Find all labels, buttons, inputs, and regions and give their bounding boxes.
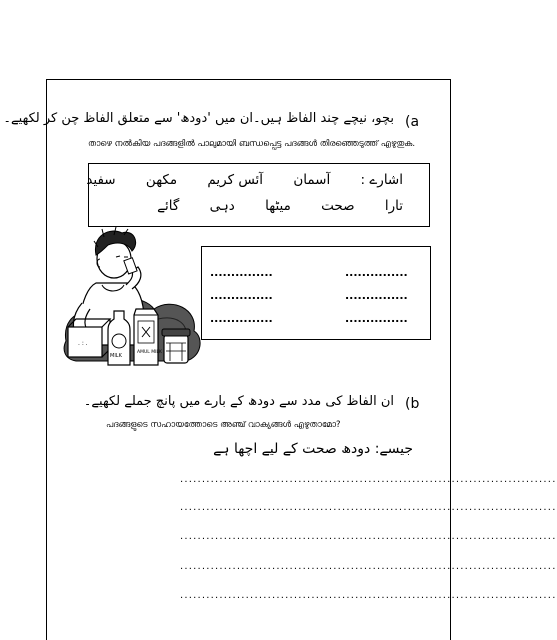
answer-blank[interactable]: ...............: [345, 266, 408, 279]
question-b-label: (b: [405, 396, 420, 412]
svg-text:. : .: . : .: [78, 340, 88, 347]
word-hint-box: [88, 163, 430, 227]
bottle-label: MILK: [110, 353, 122, 359]
word-item: تارا: [384, 198, 403, 214]
word-item: صحت: [321, 198, 355, 214]
writing-line[interactable]: ......................................................................................: [180, 474, 557, 485]
writing-line[interactable]: ......................................................................................: [180, 502, 557, 513]
example-sentence: جیسے: دودھ صحت کے لیے اچھا ہے: [213, 441, 413, 457]
word-item: سفید: [86, 172, 116, 188]
word-row-2: [157, 198, 403, 214]
question-b-title: ان الفاظ کی مدد سے دودھ کے بارے میں پانچ جملے لکھیے۔: [83, 394, 394, 409]
carton-label: AMUL MILK: [137, 350, 162, 355]
word-item: میٹھا: [265, 198, 291, 214]
writing-line[interactable]: ......................................................................................: [180, 590, 557, 601]
word-item: آسمان: [293, 172, 331, 188]
answer-blank[interactable]: ...............: [345, 289, 408, 302]
hint-label: اشارے :: [360, 172, 403, 188]
question-b-subtitle: പദങ്ങളുടെ സഹായത്തോടെ അഞ്ച് വാക്യങ്ങൾ എഴുതാമോ?: [106, 420, 341, 430]
question-a-subtitle: താഴെ നൽകിയ പദങ്ങളിൽ പാലുമായി ബന്ധപ്പെട്ട പദങ്ങൾ തിരഞ്ഞെടുത്ത് എഴുതുക.: [88, 139, 416, 149]
writing-line[interactable]: ......................................................................................: [180, 531, 557, 542]
word-row-1: [86, 172, 403, 188]
writing-line[interactable]: ......................................................................................: [180, 561, 557, 572]
word-item: گائے: [157, 198, 180, 214]
word-item: آئس کریم: [207, 172, 264, 188]
word-item: مکھن: [145, 172, 178, 188]
word-item: دہی: [209, 198, 235, 214]
answer-blank[interactable]: ...............: [345, 312, 408, 325]
answer-blank[interactable]: ...............: [210, 266, 273, 279]
question-a-title: بچو، نیچے چند الفاظ ہیں۔ان میں 'دودھ' سے متعلق الفاظ چن کر لکھیے۔: [3, 111, 394, 126]
boy-drinking-milk-illustration: [58, 223, 208, 371]
question-a-label: (a: [405, 114, 420, 130]
answer-blank[interactable]: ...............: [210, 312, 273, 325]
answer-blank[interactable]: ...............: [210, 289, 273, 302]
